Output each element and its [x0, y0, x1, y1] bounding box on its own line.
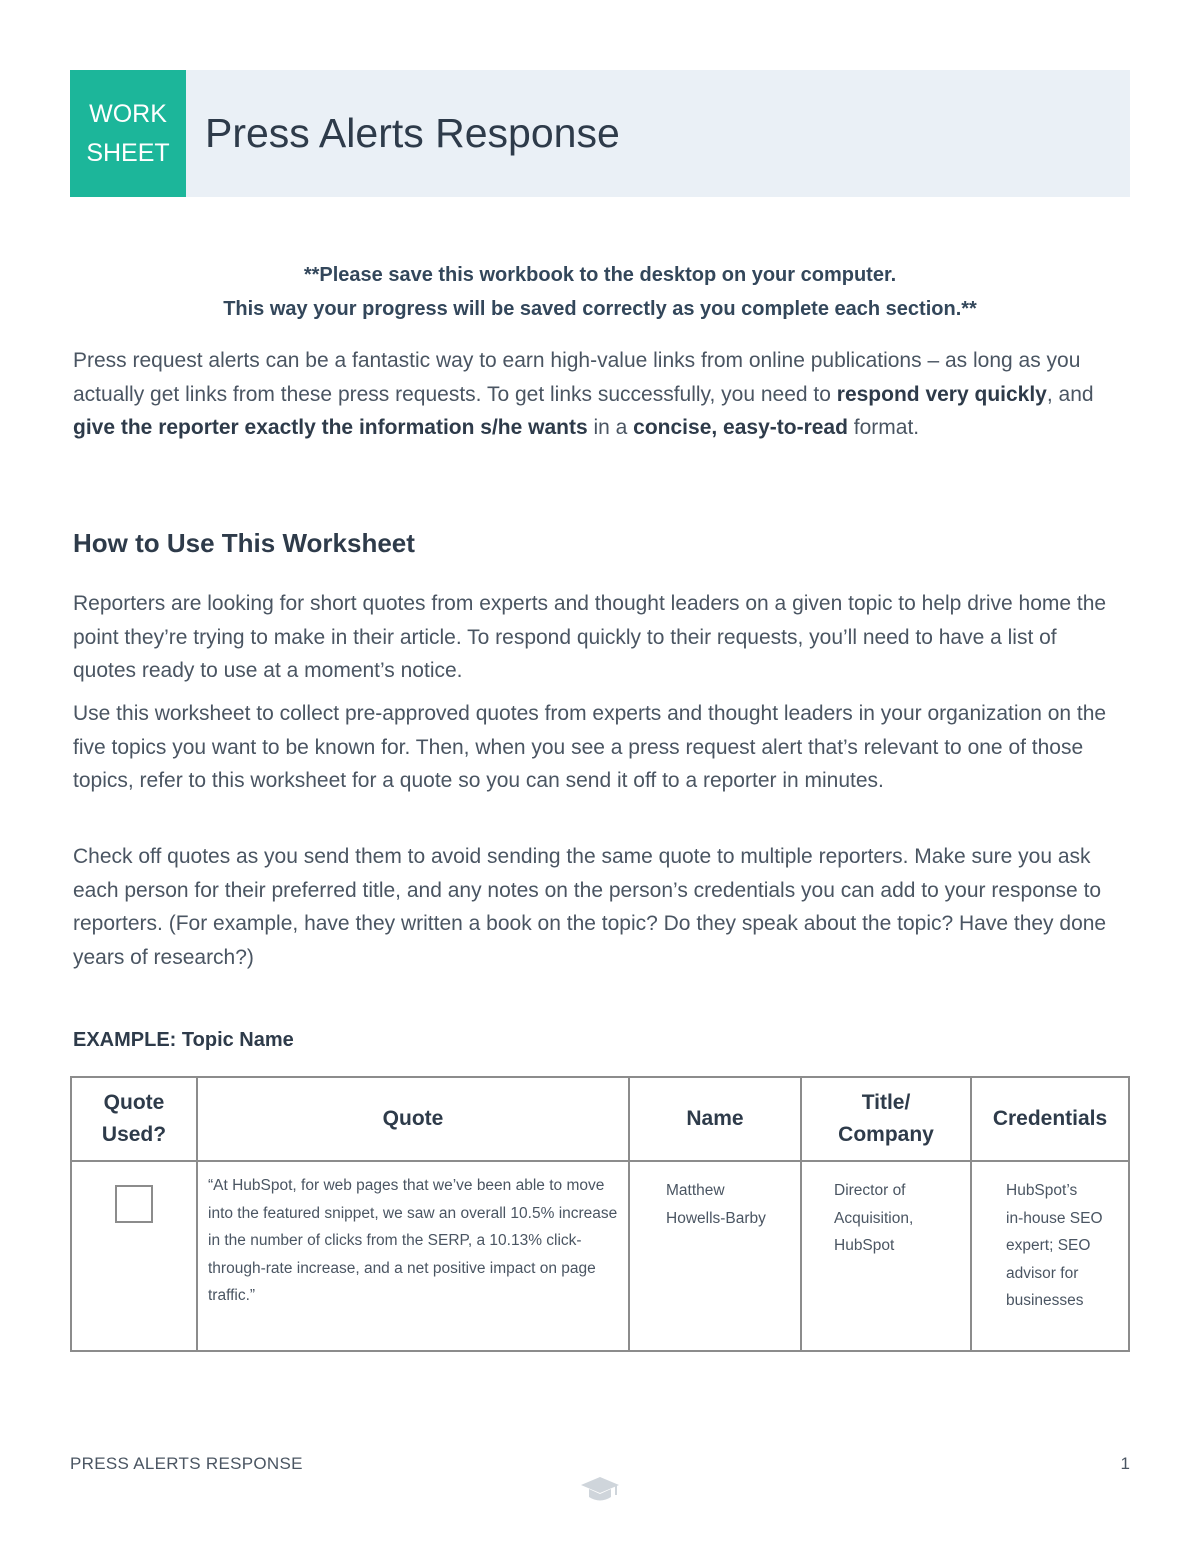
table-row — [71, 1161, 1129, 1351]
header-title-line-1: Title/ — [861, 1091, 911, 1114]
footer-label: PRESS ALERTS RESPONSE — [70, 1454, 303, 1473]
title-line-1: Director of — [834, 1182, 906, 1199]
save-notice — [70, 258, 1130, 326]
header-quote-used-line-2: Used? — [101, 1123, 167, 1146]
graduation-cap-icon — [580, 1474, 620, 1504]
header-quote-used — [71, 1077, 197, 1161]
intro-bold-2: give the reporter exactly the information s/he wants — [73, 416, 588, 439]
credentials-line-1: HubSpot’s — [1006, 1182, 1078, 1199]
intro-bold-3: concise, easy-to-read — [633, 416, 848, 439]
worksheet-badge — [70, 70, 186, 197]
table-header-row — [71, 1077, 1129, 1161]
header-quote: Quote — [197, 1077, 629, 1161]
header-title-company — [801, 1077, 971, 1161]
header-credentials: Credentials — [971, 1077, 1129, 1161]
instructions-paragraph-1: Reporters are looking for short quotes from experts and thought leaders on a given topic to help drive home the point they’re trying to make in their article. To respond quickly to their requests, you’ll need to have a list of quotes ready to use at a moment’s notice. — [73, 592, 1107, 682]
intro-paragraph — [73, 344, 1125, 445]
name-line-2: Howells-Barby — [666, 1209, 766, 1227]
quote-used-checkbox[interactable] — [115, 1185, 153, 1223]
intro-text-2: , and — [1046, 382, 1094, 406]
section-heading: How to Use This Worksheet — [73, 528, 415, 558]
example-label — [73, 1029, 294, 1052]
header-title-line-2: Company — [838, 1123, 934, 1146]
instructions-paragraph-3: Check off quotes as you send them to avoid sending the same quote to multiple reporters. Make sure you ask each person for their preferred title, and any notes on the person’s credentials you can add to your response to reporters. (For example, have they written a book on the topic? Do they speak about the topic? Have they done years of research?) — [73, 845, 1107, 969]
title-line-2: Acquisition, — [834, 1209, 914, 1227]
intro-text-3: in a — [587, 416, 634, 439]
title-company-cell — [801, 1161, 971, 1351]
instructions-paragraph-2: Use this worksheet to collect pre-approved quotes from experts and thought leaders in your organization on the five topics you want to be known for. Then, when you see a press request alert that’s relevant to one of those topics, refer to this worksheet for a quote so you can send it off to a reporter in minutes. — [73, 702, 1107, 792]
header-quote-used-line-1: Quote — [103, 1091, 165, 1114]
quote-used-cell — [71, 1161, 197, 1351]
name-line-1: Matthew — [666, 1182, 725, 1199]
save-notice-line-1: **Please save this workbook to the desktop on your computer. — [303, 264, 897, 286]
example-label-text: EXAMPLE: Topic Name — [73, 1029, 294, 1051]
intro-text-4: format. — [847, 416, 920, 439]
name-cell — [629, 1161, 801, 1351]
header-name: Name — [629, 1077, 801, 1161]
save-notice-line-2: This way your progress will be saved correctly as you complete each section.** — [223, 298, 977, 320]
title-banner — [70, 70, 1130, 197]
credentials-line-5: businesses — [1006, 1292, 1084, 1309]
credentials-line-3: expert; SEO — [1006, 1237, 1091, 1254]
title-line-3: HubSpot — [834, 1237, 895, 1254]
quote-cell: “At HubSpot, for web pages that we’ve been able to move into the featured snippet, we saw an overall 10.5% increase in the number of clicks from the SERP, a 10.13% click-through-rate increase, and a net positive impact on page traffic.” — [197, 1161, 629, 1351]
credentials-line-4: advisor for — [1006, 1264, 1079, 1282]
quotes-table — [70, 1076, 1130, 1352]
credentials-line-2: in-house SEO — [1006, 1209, 1103, 1227]
badge-line-1: WORK — [89, 100, 167, 128]
page-title: Press Alerts Response — [205, 110, 620, 156]
credentials-cell — [971, 1161, 1129, 1351]
page-number: 1 — [1120, 1454, 1130, 1473]
intro-bold-1: respond very quickly — [836, 382, 1047, 406]
intro-text-1: Press request alerts can be a fantastic way to earn high-value links from online publications – as long as you actually get links from these press requests. To get links successfully, you need to — [73, 349, 1081, 406]
badge-line-2: SHEET — [86, 139, 170, 167]
